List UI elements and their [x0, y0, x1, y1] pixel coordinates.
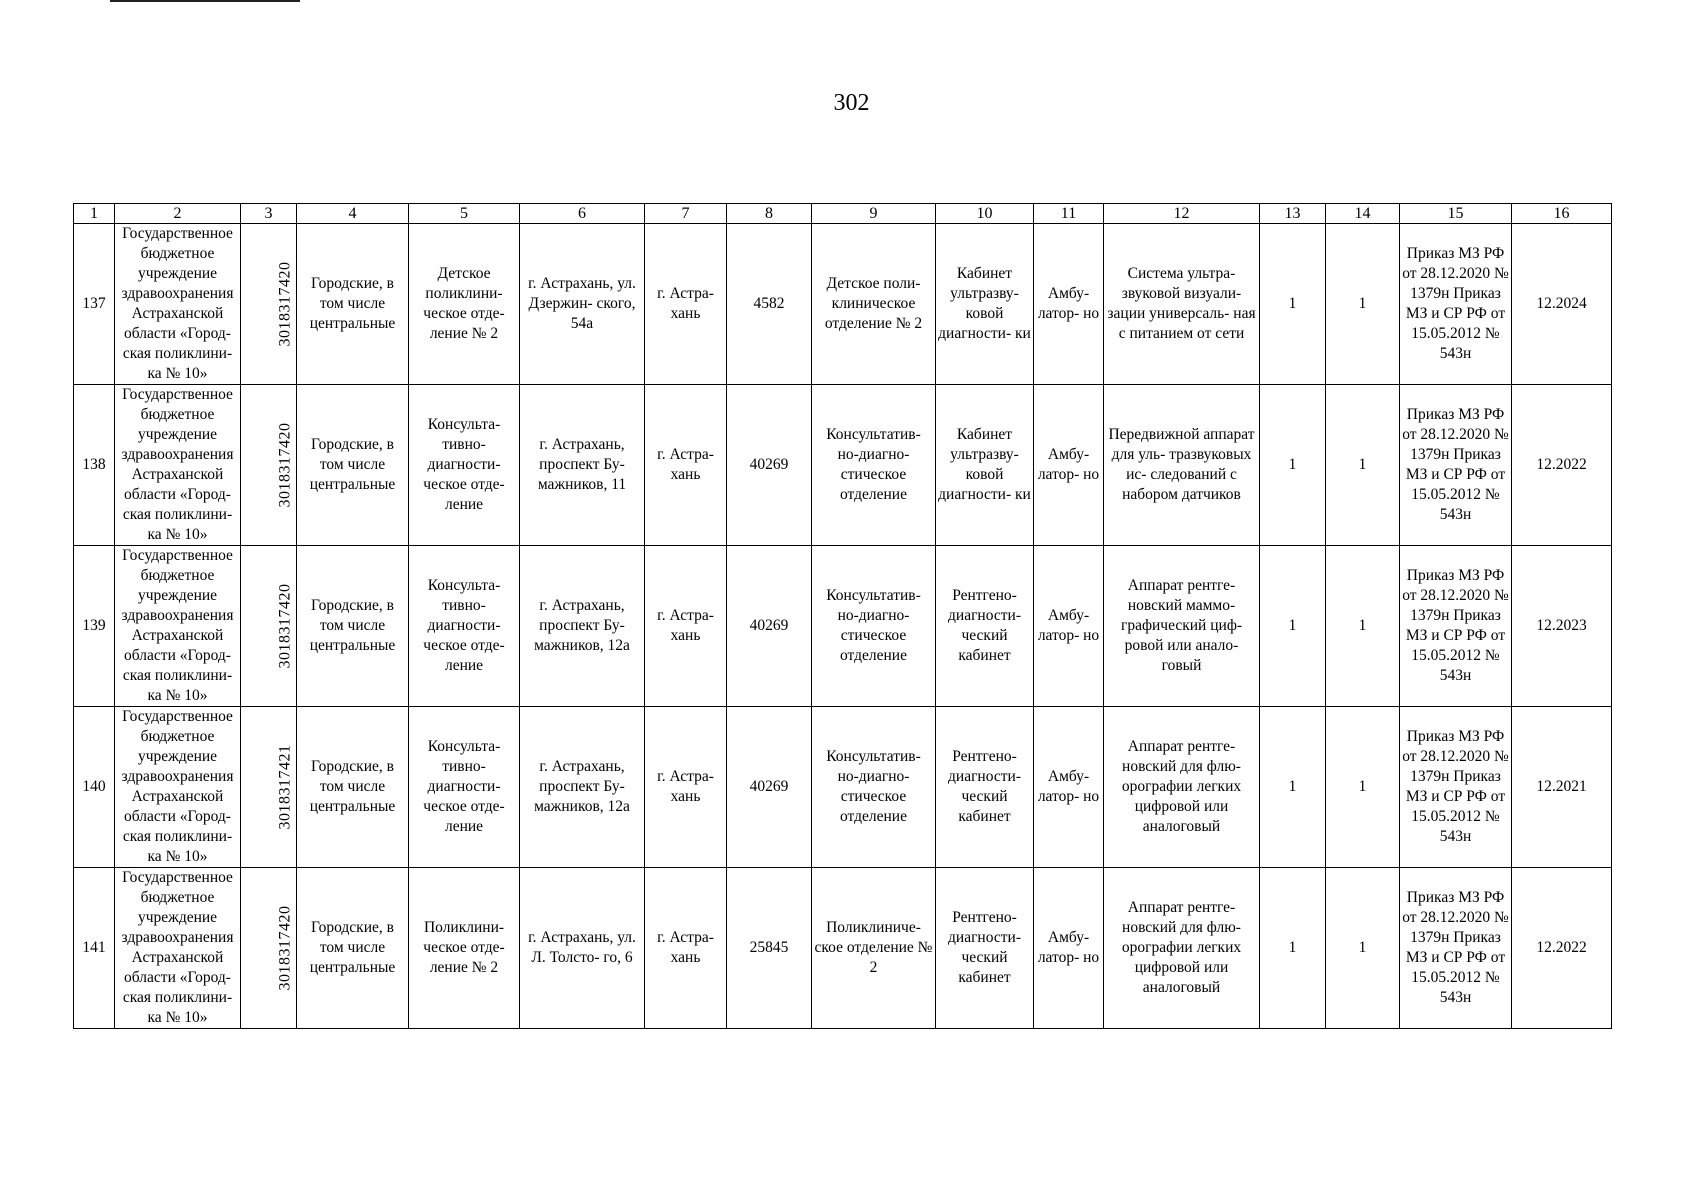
organization-name: Государственное бюджетное учреждение здравоохранения Астраханской области «Город- ская поликлини- ка № 10»: [115, 707, 241, 868]
quantity-planned: 1: [1326, 868, 1400, 1029]
inn-value: 3018317420: [276, 261, 294, 347]
column-number: 7: [645, 204, 727, 224]
quantity-required: 1: [1260, 224, 1326, 385]
address: г. Астрахань, ул. Л. Толсто- го, 6: [520, 868, 645, 1029]
regulation: Приказ МЗ РФ от 28.12.2020 № 1379н Приказ МЗ и СР РФ от 15.05.2012 № 543н: [1400, 868, 1512, 1029]
city: г. Астра- хань: [645, 868, 727, 1029]
column-number: 9: [812, 204, 936, 224]
page-number: 302: [833, 90, 870, 116]
settlement-type: Городские, в том числе центральные: [297, 224, 409, 385]
deadline: 12.2021: [1512, 707, 1612, 868]
column-number: 5: [409, 204, 520, 224]
table-row: [74, 868, 1612, 1029]
organization-name: Государственное бюджетное учреждение здравоохранения Астраханской области «Город- ская поликлини- ка № 10»: [115, 868, 241, 1029]
equipment-register-table: [73, 203, 1612, 1029]
equipment-name: Аппарат рентге- новский маммо- графический циф- ровой или анало- говый: [1104, 546, 1260, 707]
inn-cell: [241, 707, 297, 868]
quantity-planned: 1: [1326, 546, 1400, 707]
city: г. Астра- хань: [645, 385, 727, 546]
equipment-name: Аппарат рентге- новский для флю- орографии легких цифровой или аналоговый: [1104, 868, 1260, 1029]
address: г. Астрахань, проспект Бу- мажников, 11: [520, 385, 645, 546]
address: г. Астрахань, проспект Бу- мажников, 12а: [520, 546, 645, 707]
city: г. Астра- хань: [645, 546, 727, 707]
quantity-required: 1: [1260, 868, 1326, 1029]
subdivision: Консультатив- но-диагно- стическое отделение: [812, 385, 936, 546]
column-number: 15: [1400, 204, 1512, 224]
subdivision: Детское поли- клиническое отделение № 2: [812, 224, 936, 385]
cabinet: Рентгено- диагности- ческий кабинет: [936, 707, 1034, 868]
column-number: 8: [727, 204, 812, 224]
row-number: 140: [74, 707, 115, 868]
population: 40269: [727, 707, 812, 868]
department-name: Детское поликлини- ческое отде- ление № 2: [409, 224, 520, 385]
care-conditions: Амбу- латор- но: [1034, 707, 1104, 868]
row-number: 137: [74, 224, 115, 385]
row-number: 139: [74, 546, 115, 707]
inn-cell: [241, 546, 297, 707]
equipment-name: Передвижной аппарат для уль- тразвуковых ис- следований с набором датчиков: [1104, 385, 1260, 546]
column-number: 12: [1104, 204, 1260, 224]
column-number: 4: [297, 204, 409, 224]
care-conditions: Амбу- латор- но: [1034, 546, 1104, 707]
quantity-planned: 1: [1326, 224, 1400, 385]
settlement-type: Городские, в том числе центральные: [297, 868, 409, 1029]
department-name: Консульта- тивно- диагности- ческое отде- ление: [409, 546, 520, 707]
cabinet: Кабинет ультразву- ковой диагности- ки: [936, 385, 1034, 546]
column-number: 14: [1326, 204, 1400, 224]
quantity-required: 1: [1260, 546, 1326, 707]
cabinet: Рентгено- диагности- ческий кабинет: [936, 868, 1034, 1029]
department-name: Консульта- тивно- диагности- ческое отде- ление: [409, 707, 520, 868]
population: 40269: [727, 546, 812, 707]
population: 4582: [727, 224, 812, 385]
subdivision: Консультатив- но-диагно- стическое отделение: [812, 707, 936, 868]
column-number: 10: [936, 204, 1034, 224]
department-name: Поликлини- ческое отде- ление № 2: [409, 868, 520, 1029]
row-number: 141: [74, 868, 115, 1029]
column-number: 16: [1512, 204, 1612, 224]
quantity-required: 1: [1260, 385, 1326, 546]
city: г. Астра- хань: [645, 224, 727, 385]
row-number: 138: [74, 385, 115, 546]
column-number: 13: [1260, 204, 1326, 224]
settlement-type: Городские, в том числе центральные: [297, 546, 409, 707]
header-rule: [110, 0, 300, 2]
organization-name: Государственное бюджетное учреждение здравоохранения Астраханской области «Город- ская поликлини- ка № 10»: [115, 224, 241, 385]
subdivision: Консультатив- но-диагно- стическое отделение: [812, 546, 936, 707]
subdivision: Поликлиниче- ское отделение № 2: [812, 868, 936, 1029]
cabinet: Рентгено- диагности- ческий кабинет: [936, 546, 1034, 707]
equipment-name: Система ультра- звуковой визуали- зации универсаль- ная с питанием от сети: [1104, 224, 1260, 385]
inn-cell: [241, 868, 297, 1029]
deadline: 12.2022: [1512, 868, 1612, 1029]
table-row: [74, 707, 1612, 868]
table-row: [74, 224, 1612, 385]
department-name: Консульта- тивно- диагности- ческое отде- ление: [409, 385, 520, 546]
column-number: 11: [1034, 204, 1104, 224]
population: 40269: [727, 385, 812, 546]
regulation: Приказ МЗ РФ от 28.12.2020 № 1379н Приказ МЗ и СР РФ от 15.05.2012 № 543н: [1400, 707, 1512, 868]
quantity-planned: 1: [1326, 385, 1400, 546]
settlement-type: Городские, в том числе центральные: [297, 707, 409, 868]
table-row: [74, 546, 1612, 707]
inn-cell: [241, 385, 297, 546]
care-conditions: Амбу- латор- но: [1034, 385, 1104, 546]
city: г. Астра- хань: [645, 707, 727, 868]
care-conditions: Амбу- латор- но: [1034, 224, 1104, 385]
organization-name: Государственное бюджетное учреждение здравоохранения Астраханской области «Город- ская поликлини- ка № 10»: [115, 546, 241, 707]
deadline: 12.2022: [1512, 385, 1612, 546]
quantity-required: 1: [1260, 707, 1326, 868]
deadline: 12.2024: [1512, 224, 1612, 385]
organization-name: Государственное бюджетное учреждение здравоохранения Астраханской области «Город- ская поликлини- ка № 10»: [115, 385, 241, 546]
inn-value: 3018317420: [276, 422, 294, 508]
column-number-row: [74, 204, 1612, 224]
quantity-planned: 1: [1326, 707, 1400, 868]
column-number: 2: [115, 204, 241, 224]
address: г. Астрахань, проспект Бу- мажников, 12а: [520, 707, 645, 868]
inn-value: 3018317421: [276, 744, 294, 830]
inn-cell: [241, 224, 297, 385]
cabinet: Кабинет ультразву- ковой диагности- ки: [936, 224, 1034, 385]
address: г. Астрахань, ул. Дзержин- ского, 54а: [520, 224, 645, 385]
table-row: [74, 385, 1612, 546]
population: 25845: [727, 868, 812, 1029]
column-number: 3: [241, 204, 297, 224]
settlement-type: Городские, в том числе центральные: [297, 385, 409, 546]
column-number: 6: [520, 204, 645, 224]
column-number: 1: [74, 204, 115, 224]
care-conditions: Амбу- латор- но: [1034, 868, 1104, 1029]
regulation: Приказ МЗ РФ от 28.12.2020 № 1379н Приказ МЗ и СР РФ от 15.05.2012 № 543н: [1400, 546, 1512, 707]
deadline: 12.2023: [1512, 546, 1612, 707]
regulation: Приказ МЗ РФ от 28.12.2020 № 1379н Приказ МЗ и СР РФ от 15.05.2012 № 543н: [1400, 224, 1512, 385]
inn-value: 3018317420: [276, 583, 294, 669]
equipment-name: Аппарат рентге- новский для флю- орографии легких цифровой или аналоговый: [1104, 707, 1260, 868]
regulation: Приказ МЗ РФ от 28.12.2020 № 1379н Приказ МЗ и СР РФ от 15.05.2012 № 543н: [1400, 385, 1512, 546]
inn-value: 3018317420: [276, 905, 294, 991]
